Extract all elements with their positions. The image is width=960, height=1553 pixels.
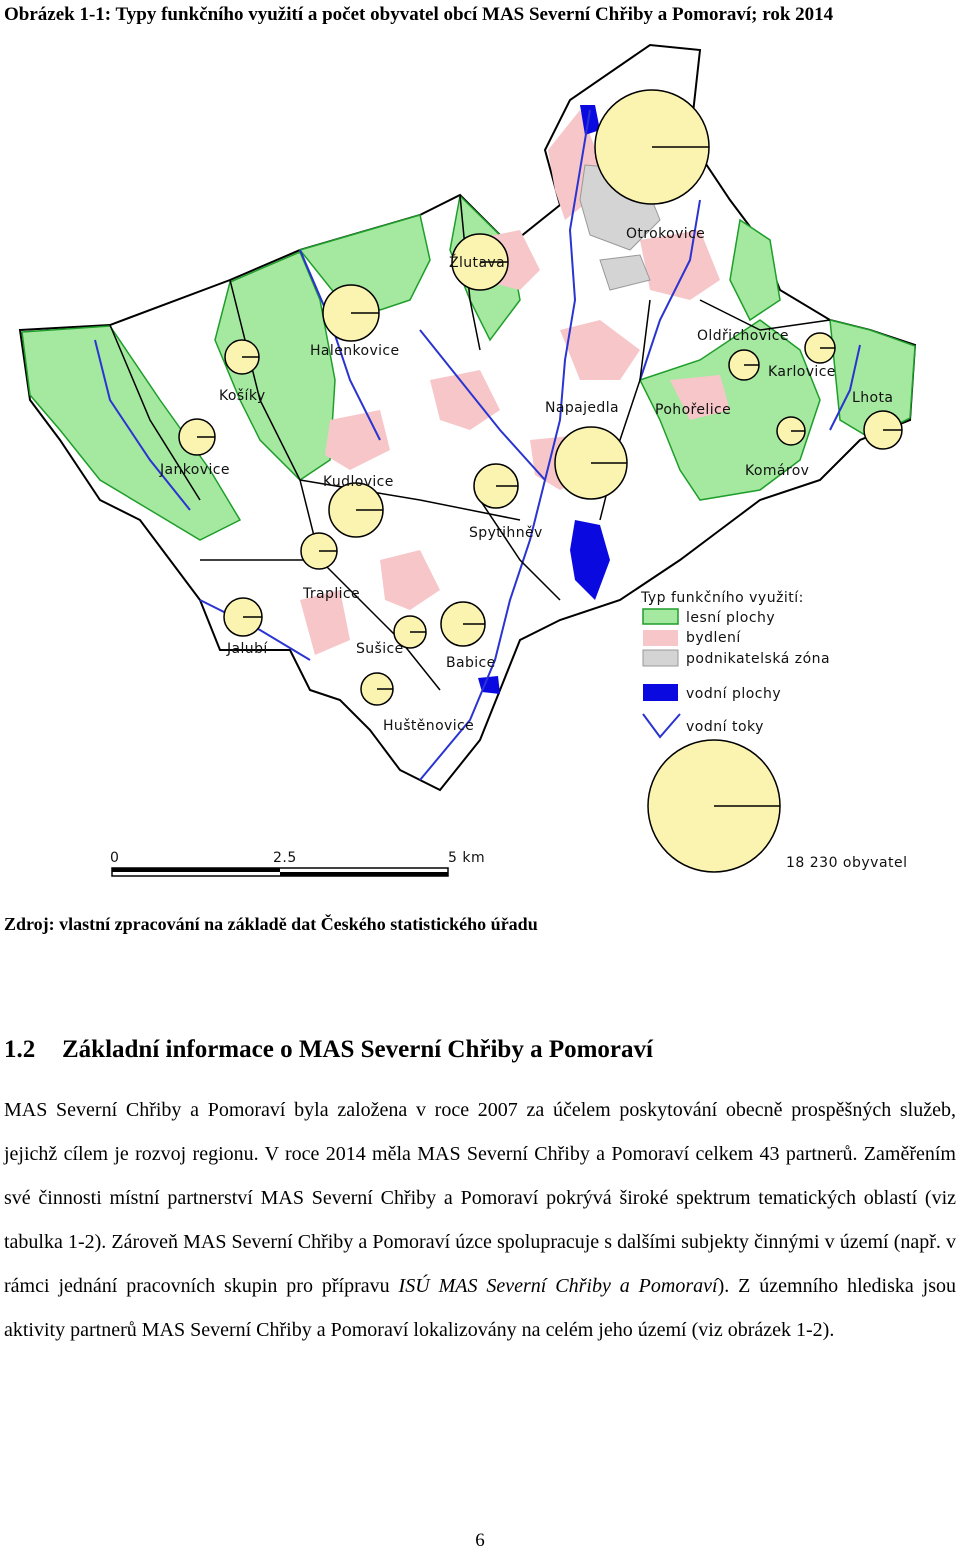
paragraph-text: MAS Severní Chřiby a Pomoraví byla založena v roce 2007 za účelem poskytování obecně prospěšných služeb, jejichž cílem je rozvoj regionu. V roce 2014 měla MAS Severní Chřiby a Pomoraví celkem 43 partnerů. Zaměřením své činnosti místní partnerství MAS Severní Chřiby a Pomoraví pokrývá široké spektrum tematických oblastí (viz tabulka 1-2). Zároveň MAS Severní Chřiby a Pomoraví úzce spolupracuje s dalšími subjekty činnými v území (např. v rámci jednání pracovních skupin pro přípravu — [4, 1099, 956, 1297]
label-zlutava: Žlutava — [449, 255, 506, 271]
legend-swatch-water — [643, 684, 678, 701]
label-babice: Babice — [446, 655, 496, 671]
label-otrokovice: Otrokovice — [626, 226, 706, 242]
legend-housing: bydlení — [686, 630, 741, 646]
legend-industry: podnikatelská zóna — [686, 651, 831, 667]
label-karlovice: Karlovice — [768, 364, 836, 380]
legend-swatch-forest — [643, 609, 678, 624]
label-pohorelice: Pohořelice — [655, 402, 732, 418]
label-oldrichovice: Oldřichovice — [697, 328, 789, 344]
label-hustenovice: Huštěnovice — [383, 718, 475, 734]
scale-label-2-5: 2.5 — [273, 850, 297, 866]
legend-stream-symbol — [643, 714, 680, 737]
label-traplice: Traplice — [303, 586, 361, 602]
label-napajedla: Napajedla — [545, 400, 619, 416]
label-jankovice: Jankovice — [160, 462, 230, 478]
label-spytihnev: Spytihněv — [469, 525, 543, 541]
page-number: 6 — [475, 1530, 485, 1551]
land-use-map — [0, 36, 960, 881]
legend-swatch-housing — [643, 630, 678, 646]
figure-caption: Obrázek 1-1: Typy funkčního využití a počet obyvatel obcí MAS Severní Chřiby a Pomoraví; rok 2014 — [4, 4, 834, 25]
map-legend — [640, 590, 830, 737]
body-text — [4, 1088, 956, 1352]
label-kudlovice: Kudlovice — [323, 474, 394, 490]
paragraph-text-end: ). Z územního hlediska jsou aktivity partnerů MAS Severní Chřiby a Pomoraví lokalizovány na celém jeho území (viz obrázek 1-2). — [4, 1275, 956, 1341]
paragraph — [4, 1088, 956, 1352]
scale-label-0: 0 — [110, 850, 120, 866]
label-jalubi: Jalubí — [227, 641, 268, 657]
population-reference — [648, 740, 908, 872]
legend-forest: lesní plochy — [686, 610, 776, 626]
scale-label-5km: 5 km — [448, 850, 486, 866]
section-number: 1.2 — [4, 1036, 36, 1063]
population-reference-label: 18 230 obyvatel — [786, 855, 908, 871]
section-title: Základní informace o MAS Severní Chřiby a Pomoraví — [62, 1036, 653, 1063]
label-susice: Sušice — [356, 641, 404, 657]
label-kosiky: Košíky — [219, 388, 266, 404]
legend-streams: vodní toky — [686, 719, 764, 735]
label-lhota: Lhota — [852, 390, 894, 406]
section-heading — [4, 1036, 653, 1064]
label-halenkovice: Halenkovice — [310, 343, 400, 359]
scale-bar — [110, 850, 485, 876]
legend-water: vodní plochy — [686, 686, 782, 702]
source-note: Zdroj: vlastní zpracování na základě dat Českého statistického úřadu — [4, 914, 538, 934]
paragraph-emphasis: ISÚ MAS Severní Chřiby a Pomoraví — [398, 1275, 718, 1297]
legend-swatch-industry — [643, 650, 678, 666]
label-komarov: Komárov — [745, 463, 810, 479]
legend-title: Typ funkčního využití: — [641, 590, 804, 606]
